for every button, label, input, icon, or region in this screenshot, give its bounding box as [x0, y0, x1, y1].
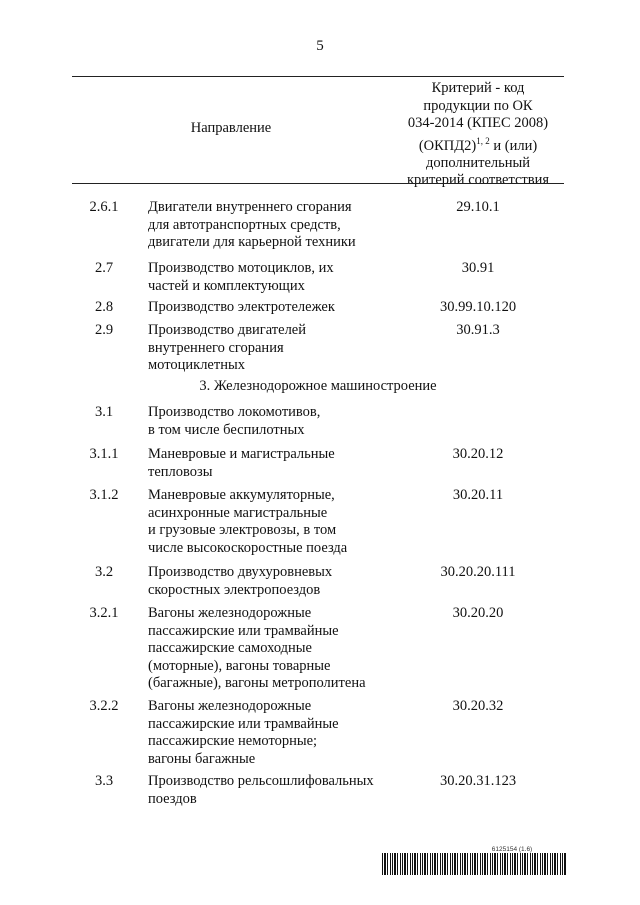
row-code: 30.91.3 — [456, 322, 500, 338]
row-number: 3.2.2 — [89, 698, 119, 714]
criterion-line: 034-2014 (КПЕС 2008) — [407, 115, 549, 131]
section-heading: 3. Железнодорожное машиностроение — [199, 378, 437, 394]
criterion-okpd: (ОКПД2) — [418, 137, 477, 154]
row-direction: Производство мотоциклов, их частей и комплектующих — [148, 260, 334, 294]
column-header-criterion — [390, 80, 566, 190]
row-direction: Маневровые и магистральные тепловозы — [148, 446, 335, 480]
row-code: 30.20.20 — [452, 605, 504, 621]
footnote-ref: 1, 2 — [476, 135, 490, 146]
table-header-top-rule — [72, 76, 564, 77]
row-number: 2.9 — [94, 322, 114, 338]
row-number: 2.7 — [94, 260, 114, 276]
page-number: 5 — [316, 38, 324, 54]
row-direction: Вагоны железнодорожные пассажирские или трамвайные пассажирские самоходные (моторные), вагоны товарные (багажные), вагоны метрополитена — [148, 605, 366, 691]
criterion-line: критерий соответствия — [406, 172, 550, 189]
barcode — [382, 853, 566, 875]
row-direction: Вагоны железнодорожные пассажирские или трамвайные пассажирские немоторные; вагоны багажные — [148, 698, 339, 767]
row-direction: Производство двухуровневых скоростных электропоездов — [148, 564, 333, 598]
row-code: 30.91 — [461, 260, 495, 276]
row-direction: Двигатели внутреннего сгорания для автотранспортных средств, двигатели для карьерной техники — [148, 199, 356, 250]
row-number: 3.3 — [94, 773, 114, 789]
criterion-line: дополнительный — [425, 154, 531, 171]
row-number: 3.2 — [94, 564, 114, 580]
row-code: 30.20.12 — [452, 446, 504, 462]
row-number: 2.6.1 — [89, 199, 119, 215]
row-number: 3.1 — [94, 404, 114, 420]
row-direction: Производство локомотивов, в том числе беспилотных — [148, 404, 321, 438]
row-direction: Маневровые аккумуляторные, асинхронные магистральные и грузовые электровозы, в том числе высокоскоростные поезда — [148, 487, 348, 556]
criterion-line-okpd — [390, 133, 566, 155]
row-code: 29.10.1 — [456, 199, 500, 215]
row-number: 2.8 — [94, 299, 114, 315]
row-direction: Производство двигателей внутреннего сгорания мотоциклетных — [148, 322, 307, 373]
barcode-label: 6125154 (1.6) — [491, 846, 533, 853]
criterion-and-or: и (или) — [489, 137, 538, 154]
row-direction: Производство электротележек — [148, 299, 335, 315]
row-direction: Производство рельсошлифовальных поездов — [148, 773, 374, 807]
column-header-direction: Направление — [190, 120, 272, 136]
row-code: 30.20.20.111 — [440, 564, 516, 580]
row-code: 30.20.32 — [452, 698, 504, 714]
row-number: 3.1.1 — [89, 446, 119, 462]
row-code: 30.99.10.120 — [439, 299, 517, 315]
criterion-line: Критерий - код — [431, 80, 525, 96]
table-header-bottom-rule — [72, 183, 564, 184]
row-number: 3.1.2 — [89, 487, 119, 503]
criterion-line: продукции по ОК — [423, 97, 533, 114]
row-code: 30.20.31.123 — [439, 773, 517, 789]
row-code: 30.20.11 — [452, 487, 504, 503]
row-number: 3.2.1 — [89, 605, 119, 621]
